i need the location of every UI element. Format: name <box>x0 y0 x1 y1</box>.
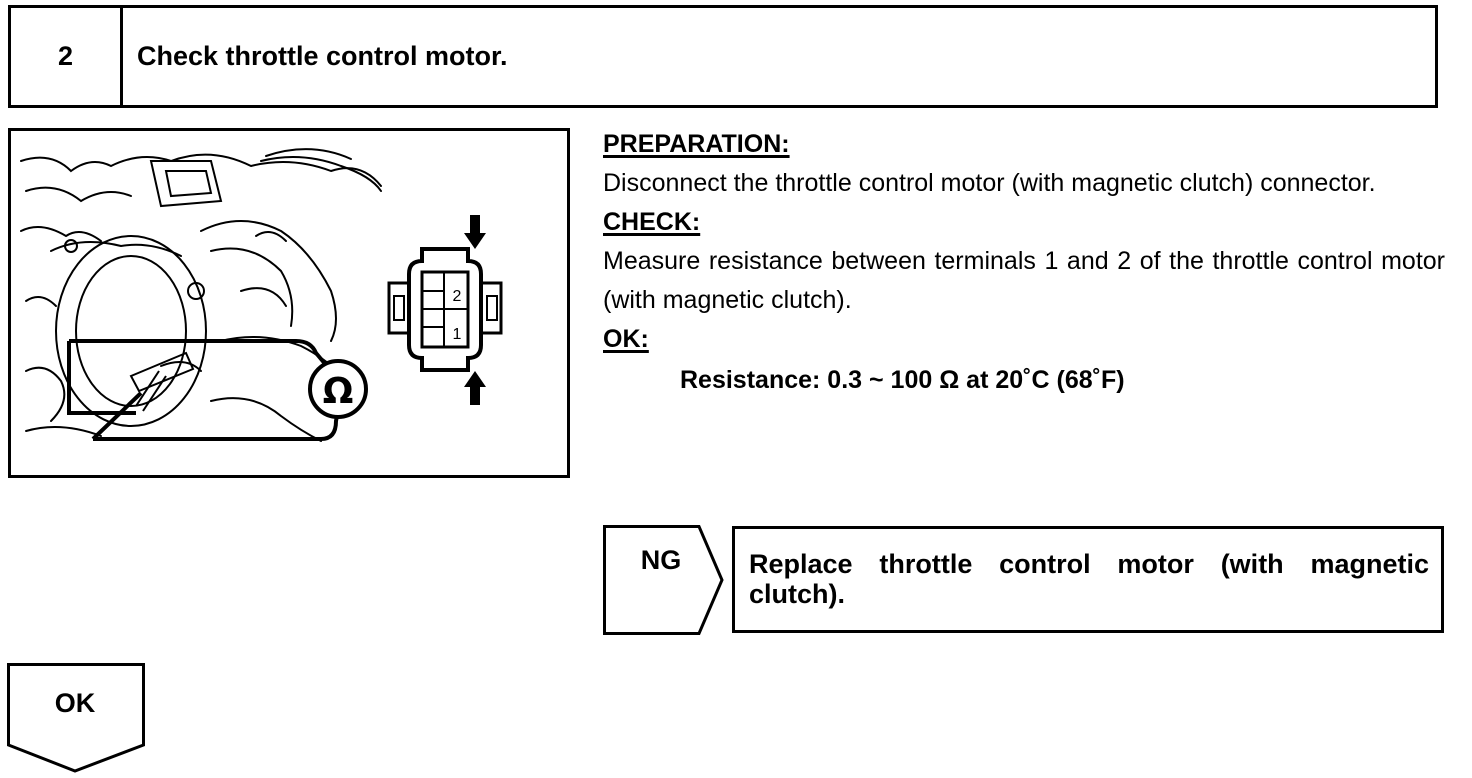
bottom-arrow-icon <box>464 371 486 405</box>
ng-action-box: Replace throttle control motor (with magnetic clutch). <box>732 526 1444 633</box>
resistance-spec: Resistance: 0.3 ~ 100 Ω at 20˚C (68˚F) <box>680 366 1125 394</box>
ok-heading: OK: <box>603 325 649 353</box>
ohm-meter-icon <box>310 361 366 417</box>
ng-arrow-shape <box>603 525 725 635</box>
step-title: Check throttle control motor. <box>137 41 508 71</box>
top-arrow-icon <box>464 215 486 249</box>
svg-text:1: 1 <box>452 326 462 343</box>
check-heading: CHECK: <box>603 208 701 236</box>
ok-label: OK <box>54 688 96 718</box>
engine-connector-illustration <box>11 131 567 475</box>
step-header <box>8 5 1438 108</box>
ok-arrow-shape <box>7 663 145 775</box>
preparation-text: Disconnect the throttle control motor (with magnetic clutch) connector. <box>603 169 1376 197</box>
preparation-heading: PREPARATION: <box>603 130 790 158</box>
svg-text:2: 2 <box>452 288 462 305</box>
connector-detail <box>389 249 501 370</box>
instructions <box>603 125 1445 400</box>
step-number: 2 <box>11 8 123 105</box>
svg-text:Ω: Ω <box>322 371 354 412</box>
diagram-figure <box>8 128 570 478</box>
check-text: Measure resistance between terminals 1 and 2 of the throttle control motor (with magnetic clutch). <box>603 247 1445 314</box>
ng-label: NG <box>640 545 682 575</box>
